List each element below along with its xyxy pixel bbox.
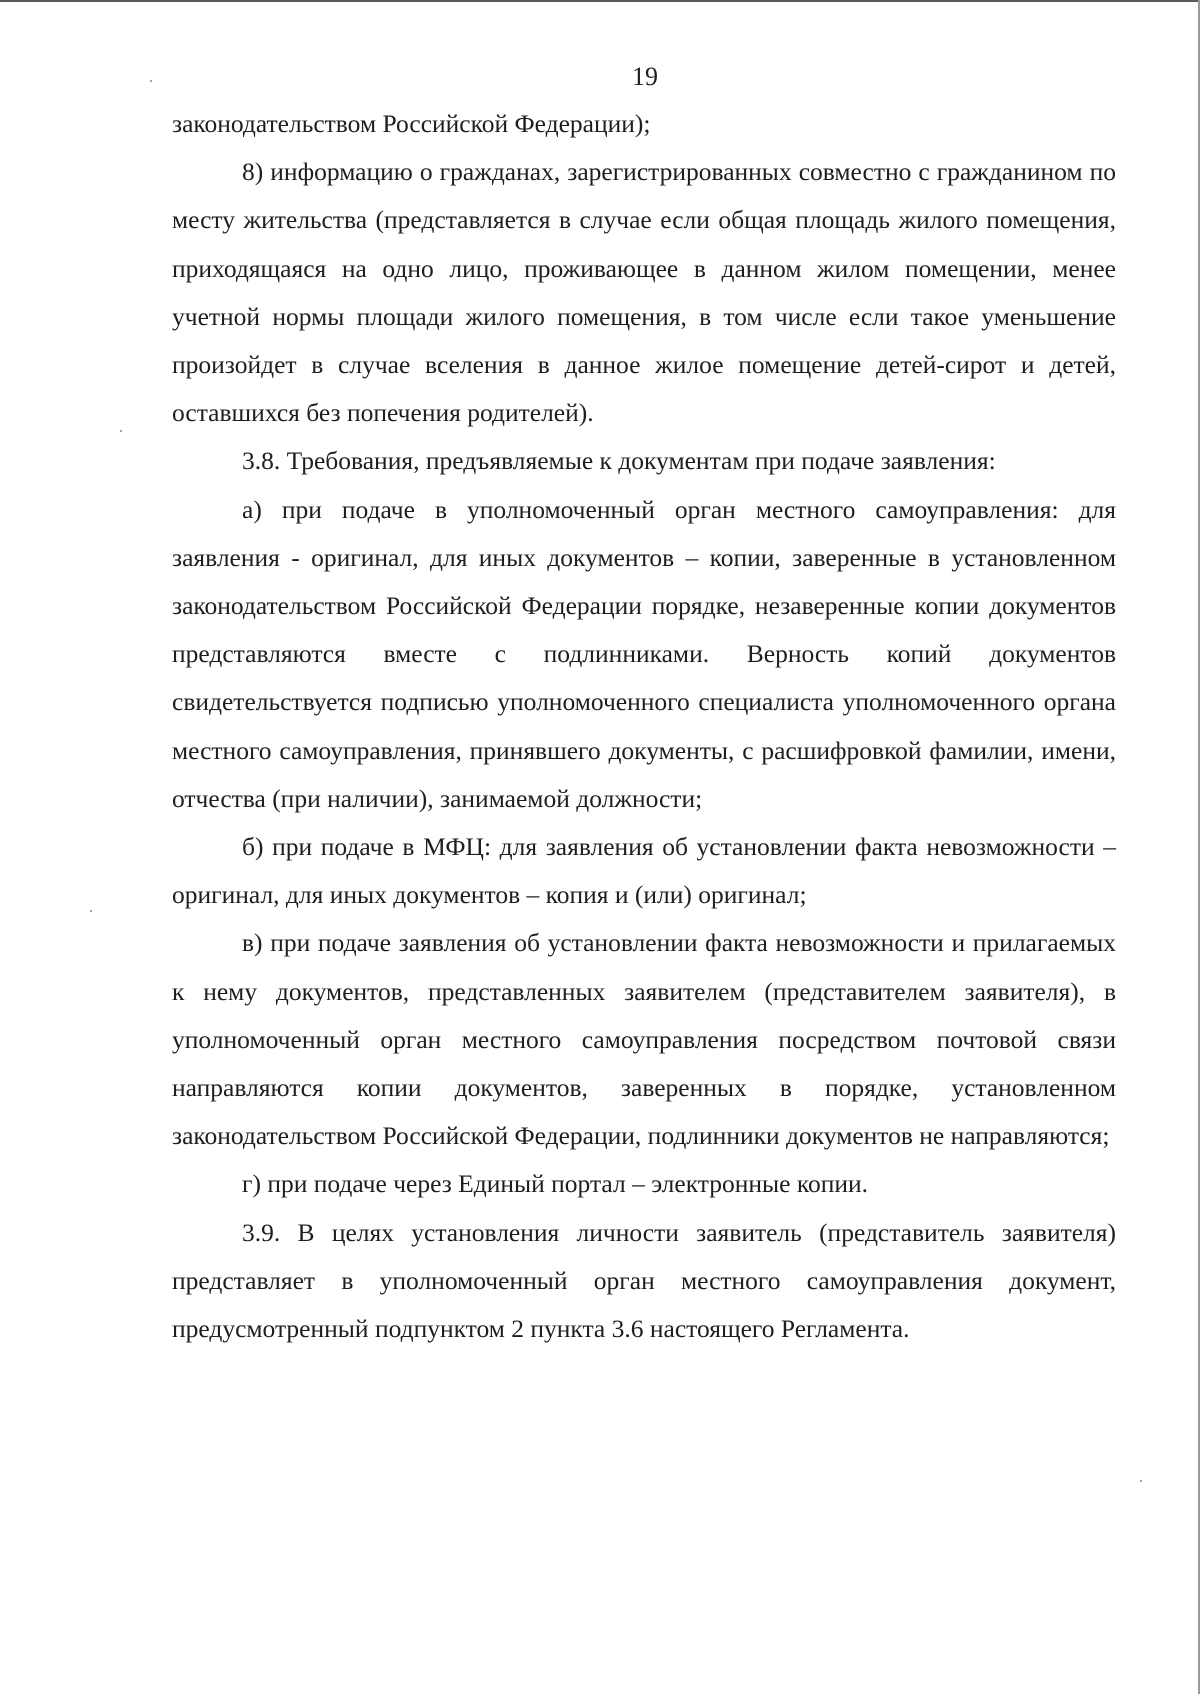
paragraph-item-8: 8) информацию о гражданах, зарегистрированных совместно с гражданином по месту жительства (представляется в случае если общая площадь жилого помещения, приходящаяся на одно лицо, проживающее в данном жилом помещении, менее учетной нормы площади жилого помещения, в том числе если такое уменьшение произойдет в случае вселения в данное жилое помещение детей-сирот и детей, оставшихся без попечения родителей). bbox=[172, 157, 1116, 428]
scan-edge-top bbox=[0, 0, 1200, 2]
paragraph-section-3-8: 3.8. Требования, предъявляемые к документам при подаче заявления: bbox=[242, 446, 996, 476]
scan-speck bbox=[150, 80, 152, 82]
paragraph-continuation: законодательством Российской Федерации); bbox=[172, 109, 651, 138]
document-body bbox=[172, 100, 1116, 1353]
scan-speck bbox=[90, 910, 92, 912]
scan-speck bbox=[1140, 1480, 1142, 1482]
page-number: 19 bbox=[632, 62, 658, 91]
paragraph-section-3-9: 3.9. В целях установления личности заявитель (представитель заявителя) представляет в уполномоченный орган местного самоуправления документ, предусмотренный подпунктом 2 пункта 3.6 настоящего Регламента. bbox=[172, 1217, 1116, 1344]
scan-speck bbox=[120, 430, 122, 432]
paragraph-item-v: в) при подаче заявления об установлении факта невозможности и прилагаемых к нему документов, представленных заявителем (представителем заявителя), в уполномоченный орган местного самоуправления посредством почтовой связи направляются копии документов, заверенных в порядке, установленном законодательством Российской Федерации, подлинники документов не направляются; bbox=[172, 928, 1116, 1151]
paragraph-item-g: г) при подаче через Единый портал – электронные копии. bbox=[242, 1169, 869, 1199]
paragraph-item-a: а) при подаче в уполномоченный орган местного самоуправления: для заявления - оригинал, для иных документов – копии, заверенные в установленном законодательством Российской Федерации порядке, незаверенные копии документов представляются вместе с подлинниками. Верность копий документов свидетельствуется подписью уполномоченного специалиста уполномоченного органа местного самоуправления, принявшего документы, с расшифровкой фамилии, имени, отчества (при наличии), занимаемой должности; bbox=[172, 494, 1116, 813]
paragraph-item-b: б) при подаче в МФЦ: для заявления об установлении факта невозможности – оригинал, для иных документов – копия и (или) оригинал; bbox=[172, 832, 1116, 910]
